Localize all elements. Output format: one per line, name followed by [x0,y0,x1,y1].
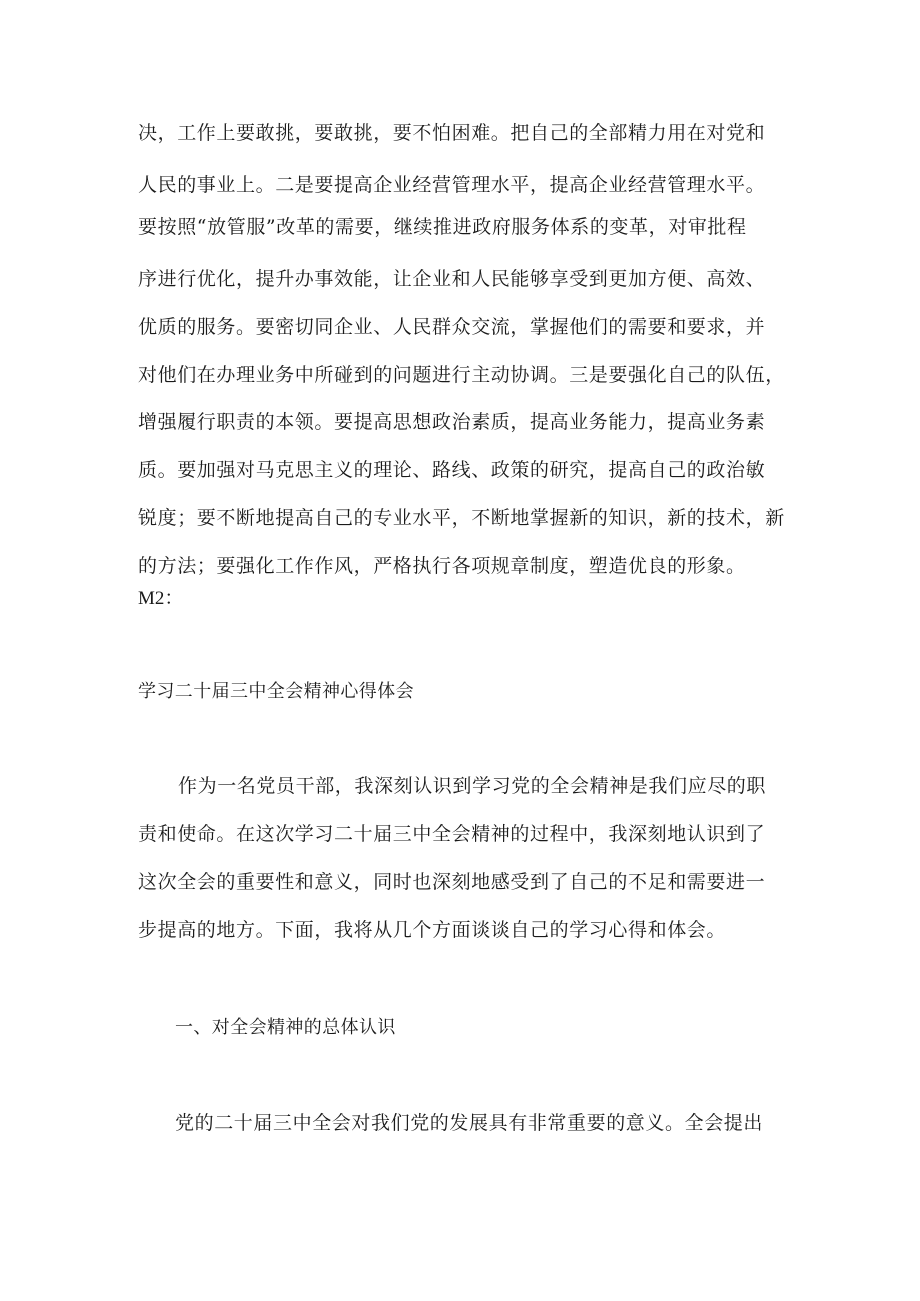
section-heading: 一、对全会精神的总体认识 [175,1017,396,1038]
paragraph-line: 人民的事业上。二是要提高企业经营管理水平，提高企业经营管理水平。 [138,174,766,196]
article-title: 学习二十届三中全会精神心得体会 [138,681,414,702]
paragraph-line: 质。要加强对马克思主义的理论、路线、政策的研究，提高自己的政治敏 [138,459,766,481]
paragraph-line: 决，工作上要敢挑，要敢挑，要不怕困难。把自己的全部精力用在对党和 [138,122,766,144]
paragraph-line: 对他们在办理业务中所碰到的问题进行主动协调。三是要强化自己的队伍， [138,364,785,386]
paragraph-line: 党的二十届三中全会对我们党的发展具有非常重要的意义。全会提出 [175,1112,764,1134]
paragraph-line: 锐度；要不断地提高自己的专业水平，不断地掌握新的知识，新的技术，新 [138,507,785,529]
paragraph-line: 要按照“放管服”改革的需要，继续推进政府服务体系的变革，对审批程 [138,216,747,238]
paragraph-line: 责和使命。在这次学习二十届三中全会精神的过程中，我深刻地认识到了 [138,823,766,845]
section-marker: M2： [138,588,184,609]
paragraph-line: 序进行优化，提升办事效能，让企业和人民能够享受到更加方便、高效、 [138,268,766,290]
paragraph-line: 增强履行职责的本领。要提高思想政治素质，提高业务能力，提高业务素 [138,411,766,433]
paragraph-line: 作为一名党员干部，我深刻认识到学习党的全会精神是我们应尽的职 [178,775,767,797]
paragraph-line: 优质的服务。要密切同企业、人民群众交流，掌握他们的需要和要求，并 [138,316,766,338]
paragraph-line: 的方法；要强化工作作风，严格执行各项规章制度，塑造优良的形象。 [138,555,746,577]
paragraph-line: 步提高的地方。下面，我将从几个方面谈谈自己的学习心得和体会。 [138,919,727,941]
paragraph-line: 这次全会的重要性和意义，同时也深刻地感受到了自己的不足和需要进一 [138,871,766,893]
